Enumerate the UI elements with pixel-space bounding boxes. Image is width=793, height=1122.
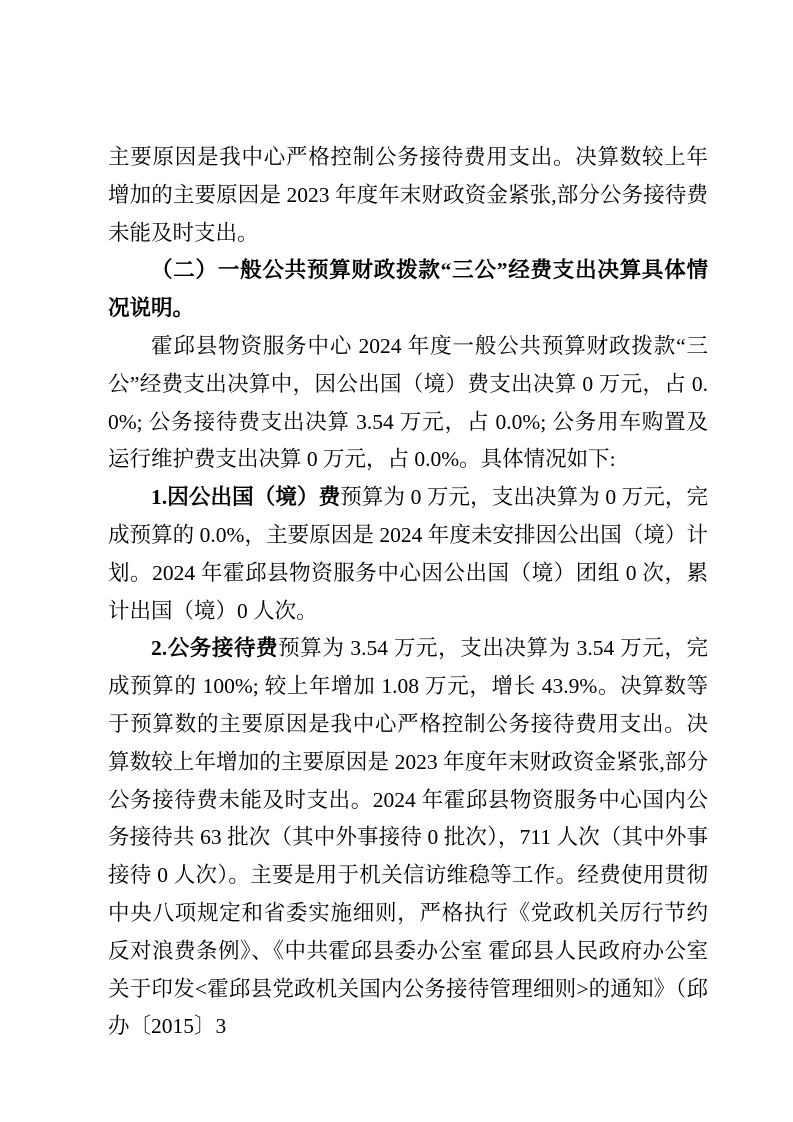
paragraph-item2-official-reception	[108, 630, 708, 1046]
document-body	[108, 139, 708, 1046]
paragraph-continuation-from-previous-page: 主要原因是我中心严格控制公务接待费用支出。决算数较上年增加的主要原因是 2023 年度年末财政资金紧张,部分公务接待费未能及时支出。	[108, 145, 708, 245]
item1-text: 预算为 0 万元，支出决算为 0 万元，完成预算的 0.0%，主要原因是 2024 年度未安排因公出国（境）计划。2024 年霍邱县物资服务中心因公出国（境）团组 0 次，累计出国（境）0 人次。	[108, 485, 708, 623]
section-heading-two: （二）一般公共预算财政拨款“三公”经费支出决算具体情况说明。	[108, 258, 708, 321]
item1-title: 1.因公出国（境）费	[151, 485, 341, 510]
item2-title: 2.公务接待费	[151, 636, 279, 661]
item2-text: 预算为 3.54 万元，支出决算为 3.54 万元，完成预算的 100%; 较上年增加 1.08 万元，增长 43.9%。决算数等于预算数的主要原因是我中心严格控制公务接待费用支出。决算数较上年增加的主要原因是 2023 年度年末财政资金紧张,部分公务接待费未能及时支出。2024 年霍邱县物资服务中心国内公务接待共 63 批次（其中外事接待 0 批次），711 人次（其中外事接待 0 人次）。主要是用于机关信访维稳等工作。经费使用贯彻中央八项规定和省委实施细则，严格执行《党政机关厉行节约反对浪费条例》、《中共霍邱县委办公室 霍邱县人民政府办公室关于印发<霍邱县党政机关国内公务接待管理细则>的通知》（邱办〔2015〕3	[108, 636, 708, 1039]
paragraph-item1-overseas-travel	[108, 479, 708, 630]
paragraph-three-public-overview: 霍邱县物资服务中心 2024 年度一般公共预算财政拨款“三公”经费支出决算中，因公出国（境）费支出决算 0 万元，占 0.0%; 公务接待费支出决算 3.54 万元，占 0.0%; 公务用车购置及运行维护费支出决算 0 万元，占 0.0%。具体情况如下:	[108, 333, 708, 472]
